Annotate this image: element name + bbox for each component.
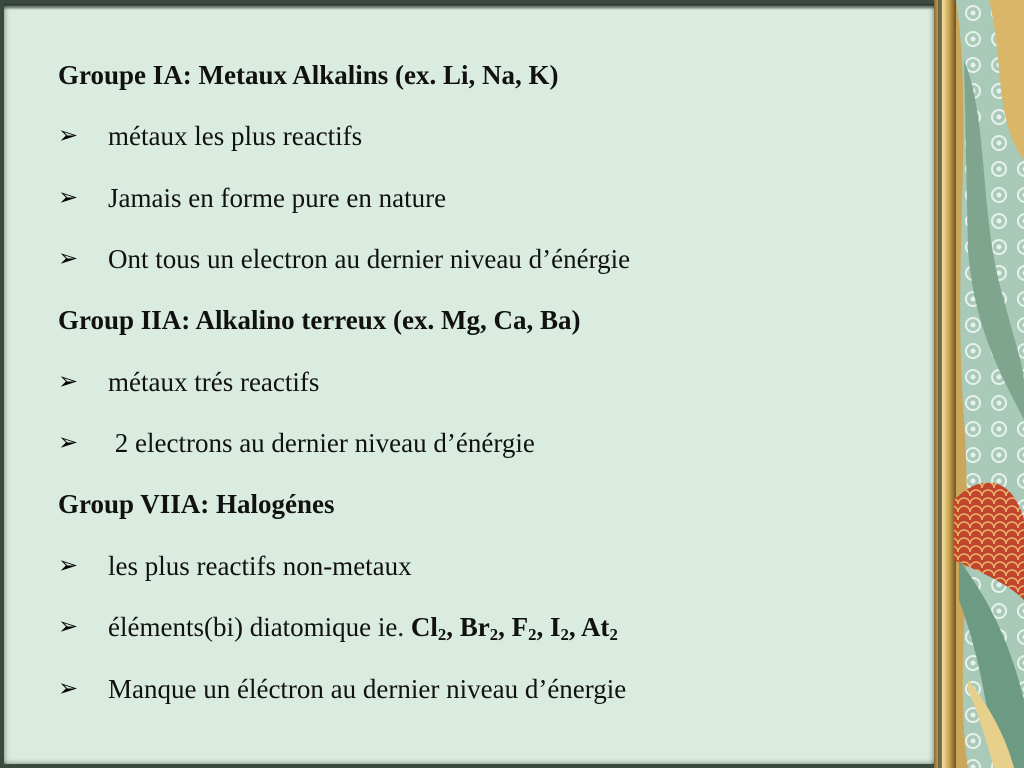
arrow-bullet-icon: ➢ xyxy=(58,614,79,640)
bullet-text: métaux trés reactifs xyxy=(108,367,320,397)
separator: , xyxy=(446,612,460,642)
bullet-text: Ont tous un electron au dernier niveau d’énérgie xyxy=(108,244,631,274)
bullet-text: les plus reactifs non-metaux xyxy=(108,551,412,581)
heading-group-iia: Group IIA: Alkalino terreux (ex. Mg, Ca, Ba) xyxy=(58,305,581,335)
diatomic-prefix: éléments(bi) diatomique ie. xyxy=(108,612,411,642)
heading-group-viia: Group VIIA: Halogénes xyxy=(58,489,335,519)
heading-group-ia: Groupe IA: Metaux Alkalins (ex. Li, Na, K) xyxy=(58,60,559,90)
bullet-text: Jamais en forme pure en nature xyxy=(108,183,447,213)
subscript: 2 xyxy=(609,625,618,645)
bullet-item xyxy=(58,549,858,583)
decorative-pattern-image xyxy=(934,0,1024,768)
bullet-item xyxy=(58,119,858,153)
bullet-item xyxy=(58,426,858,460)
arrow-bullet-icon: ➢ xyxy=(58,185,79,211)
decorative-border-art xyxy=(934,0,1024,768)
bullet-text-diatomic xyxy=(108,610,618,644)
formula-br: Br xyxy=(459,612,490,642)
slide-content-panel xyxy=(4,4,934,764)
bullet-text: 2 electrons au dernier niveau d’énérgie xyxy=(108,428,535,458)
arrow-bullet-icon: ➢ xyxy=(58,123,79,149)
bullet-item xyxy=(58,610,858,644)
bullet-item xyxy=(58,181,858,215)
subscript: 2 xyxy=(528,625,537,645)
bullet-text: métaux les plus reactifs xyxy=(108,121,363,151)
arrow-bullet-icon: ➢ xyxy=(58,676,79,702)
bullet-item xyxy=(58,672,858,706)
separator: , xyxy=(498,612,512,642)
bullet-item xyxy=(58,365,858,399)
formula-f: F xyxy=(511,612,529,642)
formula-i: I xyxy=(550,612,561,642)
diatomic-formulas xyxy=(410,612,618,645)
arrow-bullet-icon: ➢ xyxy=(58,369,79,395)
bullet-item xyxy=(58,242,858,276)
bullet-text: Manque un éléctron au dernier niveau d’énergie xyxy=(108,674,627,704)
separator: , xyxy=(568,612,581,642)
arrow-bullet-icon: ➢ xyxy=(58,246,79,272)
arrow-bullet-icon: ➢ xyxy=(58,553,79,579)
arrow-bullet-icon: ➢ xyxy=(58,430,79,456)
formula-at: At xyxy=(580,612,610,642)
separator: , xyxy=(536,612,551,642)
subscript: 2 xyxy=(489,625,499,645)
subscript: 2 xyxy=(437,625,447,645)
formula-cl: Cl xyxy=(410,612,438,642)
subscript: 2 xyxy=(560,625,569,645)
